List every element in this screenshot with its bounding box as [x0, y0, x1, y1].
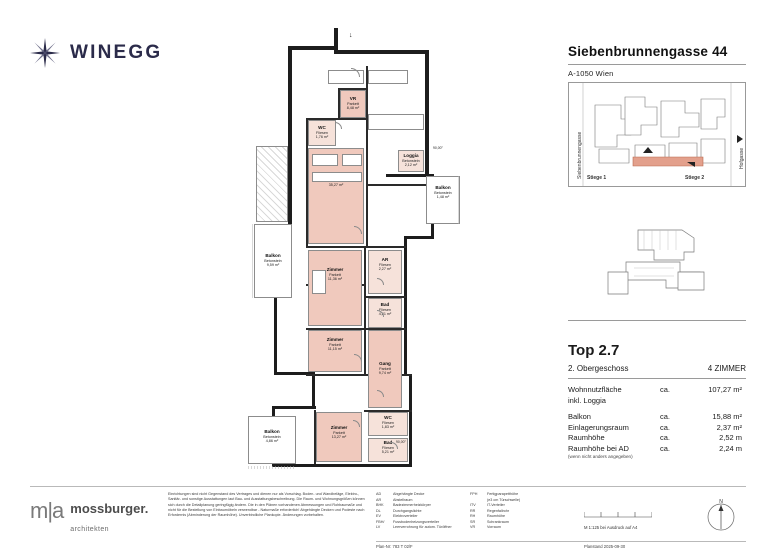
furniture-sofa [312, 172, 362, 182]
room-name: WC [384, 415, 392, 420]
abbreviation-list-2 [470, 492, 558, 531]
brand-name: WINEGG [70, 42, 163, 63]
scale-bar [584, 506, 652, 530]
wall [406, 236, 434, 239]
room-area: 11,36 m² [327, 277, 343, 282]
wall [409, 376, 412, 466]
area-value: 107,27 m² [708, 385, 742, 394]
room-balkon-bottom [248, 416, 296, 464]
room-area: 9,74 m² [378, 371, 392, 376]
room-balkon-small [426, 176, 460, 224]
abbr-value: IT-Verteiler [487, 503, 505, 508]
room-loggia [398, 150, 424, 172]
area-label: Balkon [568, 412, 591, 421]
abbr-value: Raumhöhe [487, 514, 506, 519]
architect-subtitle: architekten [70, 526, 109, 533]
room-wc-top [308, 120, 336, 146]
room-name: Zimmer [330, 425, 348, 430]
room-finish: Parkett [329, 342, 341, 347]
room-zimmer-3 [316, 412, 362, 462]
area-row [568, 385, 748, 394]
abbr-value: Schrankraum [487, 519, 509, 524]
room-name: WC [318, 125, 326, 130]
furniture-cabinet [342, 154, 362, 166]
area-row [568, 444, 748, 453]
room-area: 9,59 m² [266, 263, 280, 268]
balcony-railing [458, 176, 461, 224]
site-label-stiege-1: Stiege 1 [587, 175, 607, 181]
furniture-counter [368, 70, 408, 84]
abbreviation-list-1 [376, 492, 464, 531]
divider [30, 486, 746, 487]
svg-text:N: N [719, 499, 723, 505]
room-balkon-left [254, 224, 292, 298]
wall [364, 248, 366, 376]
room-name: Loggia [403, 153, 419, 158]
abbr-key: BHK [376, 503, 384, 508]
wall [366, 184, 432, 186]
area-label: inkl. Loggia [568, 395, 606, 405]
room-name: VR [349, 96, 357, 101]
furniture-bed [312, 270, 326, 294]
area-row [568, 412, 748, 421]
unit-floor: 2. Obergeschoss [568, 364, 629, 373]
abbr-key: DL [376, 508, 381, 513]
furniture-table [368, 114, 424, 130]
area-ca: ca. [660, 422, 671, 432]
brand-logo [30, 38, 162, 68]
area-value: 15,88 m² [712, 412, 742, 421]
unit-room-count: 4 ZIMMER [707, 364, 746, 373]
room-name: Bad [380, 302, 390, 307]
area-label: Raumhöhe bei AD [568, 443, 629, 453]
abbr-key: LV [376, 525, 381, 530]
wall [312, 372, 315, 408]
architect-mark: m|a [30, 498, 64, 523]
balcony-railing [248, 466, 296, 469]
area-row [568, 433, 748, 442]
unit-title: Top 2.7 [568, 342, 620, 359]
divider [568, 378, 746, 379]
room-area: 35,27 m² [328, 183, 344, 188]
abbr-value: Fussbodenheizungsverteiler [393, 519, 440, 524]
room-area: 2,27 m² [378, 267, 392, 272]
room-finish: Parkett [333, 430, 345, 435]
entry-arrow-icon: ↓ [349, 32, 353, 39]
abbr-key: AD [376, 492, 382, 496]
abbr-key: RH [470, 514, 476, 519]
room-finish: Fliesen [382, 420, 394, 425]
architect-logo [30, 500, 148, 536]
wall [288, 46, 338, 50]
abbr-key: ITV [470, 503, 476, 508]
abbr-value: Regenfallrohr [487, 508, 510, 513]
wall [425, 50, 429, 176]
abbr-value: Abstellraum [393, 497, 413, 502]
room-finish: Parkett [329, 272, 341, 277]
abbr-key: EV [376, 514, 381, 519]
hatched-area-upper-left [256, 146, 288, 222]
plan-number: Plan-Nr: 783 T 02/F [376, 544, 413, 549]
abbr-item [470, 525, 558, 531]
room-finish: Betonstein [263, 434, 281, 439]
room-area: 13,27 m² [331, 435, 347, 440]
divider [568, 320, 746, 321]
site-plan [568, 82, 746, 187]
room-name: AR [381, 257, 389, 262]
area-label: Wohnnutzfläche [568, 385, 622, 394]
plan-date: Planstand 2025-09-30 [584, 544, 626, 549]
site-label-stiege-2: Stiege 2 [685, 175, 705, 181]
area-ca: ca. [660, 385, 671, 394]
room-area: 4,86 m² [265, 439, 279, 444]
room-name: Zimmer [326, 267, 344, 272]
room-finish: Fliesen [316, 130, 328, 135]
room-gang [368, 330, 402, 408]
abbr-value: Durchgangslichte [393, 508, 422, 513]
abbr-value: Badezimmerheizkörper [393, 503, 431, 508]
disclaimer-text: Einrichtungen sind nicht Gegenstand des Vertrages und dienen nur als Vorschlag. Boden- und Wandbeläge, Elektro-, Sanitär- und sonstige Ausstattungen laut Bau- und Ausstattungsbeschreibung. Die Raum- und Wohnungsgrößen können sich durch die Detailplanung geringfügig ändern. Die in den Plänen vorhandenen Abmessungen und Rohbaumaße und nicht für die Bestellung von Einbaumöbeln verwendbar - Naturmaße erforderlich! Abgehängte Decken und Podeste nach Erfordernis (Abminderung der Raumhöhe). Unverbindliche Plankopie. Änderungen vorbehalten. [168, 492, 365, 518]
room-finish: Fliesen [382, 445, 394, 450]
abbr-key: SR [470, 519, 476, 524]
wall [334, 50, 429, 54]
room-wc-bottom [368, 412, 408, 436]
angle-mark: 90,00° [396, 440, 406, 444]
room-ar [368, 250, 402, 294]
area-table [568, 385, 748, 459]
area-value: 2,52 m [719, 433, 742, 442]
wall [306, 246, 406, 248]
room-name: Balkon [265, 253, 281, 258]
room-area: 1,76 m² [315, 135, 329, 140]
room-area: 2,12 m² [404, 163, 418, 168]
abbr-value: Elektroverteiler [393, 514, 418, 519]
area-footnote: (wenn nicht anders angegeben) [568, 454, 633, 459]
abbr-key: FPH [470, 492, 478, 496]
area-row [568, 423, 748, 432]
area-ca: ca. [660, 433, 671, 442]
abbr-key: FBH/ [376, 519, 385, 524]
room-finish: Betonstein [264, 258, 282, 263]
room-finish: Betonstein [434, 190, 452, 195]
north-arrow-icon [704, 498, 738, 532]
unit-floor-row [568, 364, 746, 373]
room-finish: Fliesen [379, 307, 391, 312]
site-label-street: Siebenbrunnengasse [577, 131, 583, 179]
area-value: 2,24 m [719, 443, 742, 453]
compass-star-logo-icon [30, 38, 60, 68]
balcony-railing [252, 224, 255, 298]
divider [376, 541, 746, 542]
room-name: Zimmer [326, 337, 344, 342]
area-label: Einlagerungsraum [568, 422, 629, 432]
room-vr [340, 90, 366, 118]
room-name: Bad [383, 440, 393, 445]
room-zimmer-2 [308, 330, 362, 372]
abbr-value: Fertigparapetthöhe [487, 492, 519, 496]
abbr-value: Vorraum [487, 525, 501, 530]
wall [366, 186, 368, 248]
room-area: 1,83 m² [381, 425, 395, 430]
room-area: 1,48 m² [436, 195, 450, 200]
area-value: 2,37 m² [716, 422, 742, 432]
divider [568, 64, 746, 65]
furniture-cabinet [312, 154, 338, 166]
address-block [568, 44, 746, 78]
site-label-hofgasse: Hofgasse [739, 147, 745, 169]
area-ca: ca. [660, 443, 671, 453]
angle-mark: 90,00° [433, 146, 443, 150]
abbr-item [376, 525, 464, 531]
room-bad-1 [368, 298, 402, 328]
architect-name: mossburger. [70, 501, 149, 516]
room-area: 5,21 m² [381, 450, 395, 455]
room-name: Balkon [435, 185, 451, 190]
abbr-value: Leerverrohrung für autom. Türöffner [393, 525, 452, 530]
room-area: 8,48 m² [346, 106, 360, 111]
room-area: 4,81 m² [378, 312, 392, 317]
room-name: Gang [379, 361, 391, 366]
room-name: Balkon [264, 429, 280, 434]
wall [288, 50, 292, 246]
area-ca: ca. [660, 412, 671, 421]
project-city: A-1050 Wien [568, 69, 614, 78]
wall [404, 236, 407, 376]
room-finish: Betonstein [402, 158, 420, 163]
abbr-key: VR [470, 525, 476, 530]
room-finish: Parkett [379, 366, 391, 371]
room-area: 11,15 m² [327, 347, 343, 352]
abbr-key: AR [376, 497, 382, 502]
scale-label: M 1:125 bei Ausdruck auf A4 [584, 525, 638, 530]
abbr-key: RR [470, 508, 476, 513]
room-finish: Fliesen [379, 262, 391, 267]
area-row [568, 396, 748, 405]
floor-plan [246, 28, 546, 478]
room-finish: Parkett [347, 101, 359, 106]
abbr-value: Abgehängte Decke [393, 492, 425, 496]
area-label: Raumhöhe [568, 433, 605, 442]
abbr-value: (e3 cm Türschwelle) [487, 497, 521, 502]
wall [274, 406, 316, 409]
building-massing-diagram [600, 228, 720, 298]
project-address: Siebenbrunnengasse 44 [568, 44, 728, 59]
